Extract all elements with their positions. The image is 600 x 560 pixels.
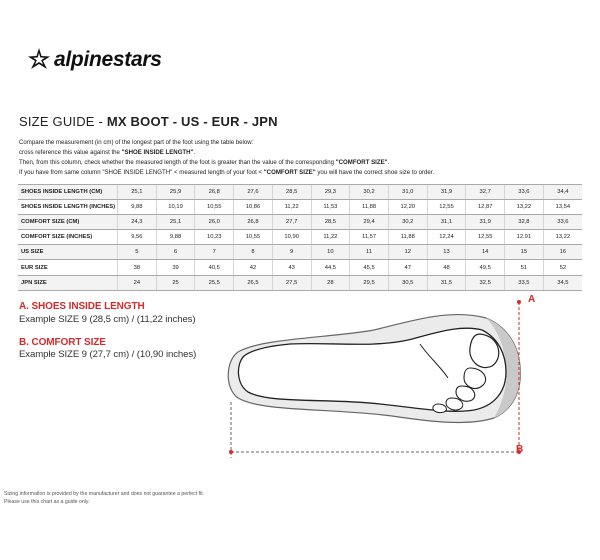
size-cell: 45,5 <box>350 260 389 275</box>
size-row-label: COMFORT SIZE (CM) <box>18 215 118 230</box>
size-cell: 32,8 <box>505 215 544 230</box>
section-a-label: A. SHOES INSIDE LENGTH <box>19 301 145 312</box>
size-cell: 24,3 <box>118 215 157 230</box>
size-cell: 10,86 <box>234 200 273 215</box>
brand-name: alpinestars <box>54 48 162 71</box>
size-cell: 48 <box>427 260 466 275</box>
toe-4 <box>446 398 463 410</box>
size-cell: 12,55 <box>427 200 466 215</box>
size-row-label: SHOES INSIDE LENGTH (CM) <box>18 185 118 200</box>
size-cell: 44,5 <box>311 260 350 275</box>
size-cell: 31,9 <box>466 215 505 230</box>
size-cell: 27,5 <box>272 275 311 290</box>
title-prefix: SIZE GUIDE - <box>19 114 107 129</box>
size-cell: 6 <box>156 245 195 260</box>
toe-5 <box>433 404 447 413</box>
size-cell: 26,8 <box>234 215 273 230</box>
size-cell: 13,22 <box>505 200 544 215</box>
size-cell: 10 <box>311 245 350 260</box>
size-cell: 25,1 <box>156 215 195 230</box>
heel-dot <box>229 450 233 454</box>
size-cell: 13 <box>427 245 466 260</box>
size-cell: 24 <box>118 275 157 290</box>
size-cell: 31,5 <box>427 275 466 290</box>
size-cell: 10,19 <box>156 200 195 215</box>
size-cell: 33,6 <box>505 185 544 200</box>
size-cell: 32,7 <box>466 185 505 200</box>
size-cell: 33,6 <box>543 215 582 230</box>
size-cell: 29,4 <box>350 215 389 230</box>
size-cell: 28,5 <box>311 215 350 230</box>
size-cell: 33,5 <box>505 275 544 290</box>
section-a-example: Example SIZE 9 (28,5 cm) / (11,22 inches) <box>19 314 196 325</box>
size-cell: 51 <box>505 260 544 275</box>
footer-disclaimer <box>4 490 204 506</box>
size-cell: 10,55 <box>234 230 273 245</box>
intro-line-2-end: . <box>193 149 196 156</box>
size-cell: 34,4 <box>543 185 582 200</box>
size-cell: 11 <box>350 245 389 260</box>
size-cell: 9,88 <box>118 200 157 215</box>
intro-line-3-bold: "COMFORT SIZE" <box>335 159 388 166</box>
intro-line-4-end: you will have the correct shoe size to order. <box>315 169 435 176</box>
size-cell: 43 <box>272 260 311 275</box>
size-cell: 12,87 <box>466 200 505 215</box>
size-cell: 8 <box>234 245 273 260</box>
size-cell: 10,23 <box>195 230 234 245</box>
section-b-label: B. COMFORT SIZE <box>19 337 106 348</box>
size-row-label: JPN SIZE <box>18 275 118 290</box>
intro-line-3-text: Then, from this column, check whether the measured length of the foot is greater than the value of the corresponding <box>19 159 336 166</box>
size-cell: 10,90 <box>272 230 311 245</box>
size-row-label: COMFORT SIZE (INCHES) <box>18 230 118 245</box>
size-cell: 25,1 <box>118 185 157 200</box>
footer-line-1: Sizing information is provided by the manufacturer and does not guarantee a perfect fit. <box>4 491 205 497</box>
size-cell: 26,8 <box>195 185 234 200</box>
intro-line-2-text: cross reference this value against the <box>19 149 122 156</box>
size-cell: 12,91 <box>505 230 544 245</box>
size-cell: 52 <box>543 260 582 275</box>
size-cell: 32,5 <box>466 275 505 290</box>
size-cell: 11,53 <box>311 200 350 215</box>
size-cell: 27,7 <box>272 215 311 230</box>
size-cell: 47 <box>388 260 427 275</box>
size-cell: 29,3 <box>311 185 350 200</box>
intro-line-3-end: . <box>387 159 390 166</box>
size-cell: 34,5 <box>543 275 582 290</box>
size-cell: 12,20 <box>388 200 427 215</box>
size-cell: 10,55 <box>195 200 234 215</box>
section-b-example: Example SIZE 9 (27,7 cm) / (10,90 inches) <box>19 349 197 360</box>
marker-a-dot <box>517 300 521 304</box>
size-cell: 11,22 <box>311 230 350 245</box>
size-cell: 25,5 <box>195 275 234 290</box>
size-cell: 28 <box>311 275 350 290</box>
size-cell: 27,6 <box>234 185 273 200</box>
size-cell: 29,5 <box>350 275 389 290</box>
size-cell: 28,5 <box>272 185 311 200</box>
size-cell: 13,54 <box>543 200 582 215</box>
footer-line-2: Please use this chart as a guide only. <box>4 499 90 505</box>
size-cell: 31,1 <box>427 215 466 230</box>
size-row-label: US SIZE <box>18 245 118 260</box>
size-cell: 30,2 <box>350 185 389 200</box>
size-cell: 31,9 <box>427 185 466 200</box>
size-cell: 25,9 <box>156 185 195 200</box>
size-cell: 30,5 <box>388 275 427 290</box>
size-cell: 11,22 <box>272 200 311 215</box>
marker-a-label: A <box>528 294 536 305</box>
size-cell: 26,0 <box>195 215 234 230</box>
size-cell: 31,0 <box>388 185 427 200</box>
size-cell: 38 <box>118 260 157 275</box>
size-cell: 40,5 <box>195 260 234 275</box>
intro-line-2-bold: "SHOE INSIDE LENGTH" <box>121 149 194 156</box>
size-cell: 26,5 <box>234 275 273 290</box>
intro-line-1: Compare the measurement (in cm) of the longest part of the foot using the table below: <box>19 139 254 146</box>
size-cell: 14 <box>466 245 505 260</box>
size-cell: 12,24 <box>427 230 466 245</box>
size-cell: 12 <box>388 245 427 260</box>
size-cell: 11,57 <box>350 230 389 245</box>
size-cell: 49,5 <box>466 260 505 275</box>
size-cell: 9,56 <box>118 230 157 245</box>
size-cell: 9 <box>272 245 311 260</box>
size-cell: 42 <box>234 260 273 275</box>
size-cell: 30,2 <box>388 215 427 230</box>
size-row-label: EUR SIZE <box>18 260 118 275</box>
size-row-label: SHOES INSIDE LENGTH (INCHES) <box>18 200 118 215</box>
size-cell: 9,88 <box>156 230 195 245</box>
size-cell: 15 <box>505 245 544 260</box>
size-cell: 5 <box>118 245 157 260</box>
size-cell: 11,88 <box>388 230 427 245</box>
marker-b-label: B <box>516 444 524 455</box>
size-cell: 39 <box>156 260 195 275</box>
size-cell: 25 <box>156 275 195 290</box>
size-cell: 7 <box>195 245 234 260</box>
title-bold: MX BOOT - US - EUR - JPN <box>106 114 278 129</box>
size-cell: 11,88 <box>350 200 389 215</box>
intro-line-4-bold: "COMFORT SIZE" <box>263 169 316 176</box>
size-cell: 13,22 <box>543 230 582 245</box>
size-cell: 16 <box>543 245 582 260</box>
size-cell: 12,55 <box>466 230 505 245</box>
intro-line-4-text: If you have from same column "SHOE INSIDE LENGTH" < measured length of your foot < <box>19 169 264 176</box>
